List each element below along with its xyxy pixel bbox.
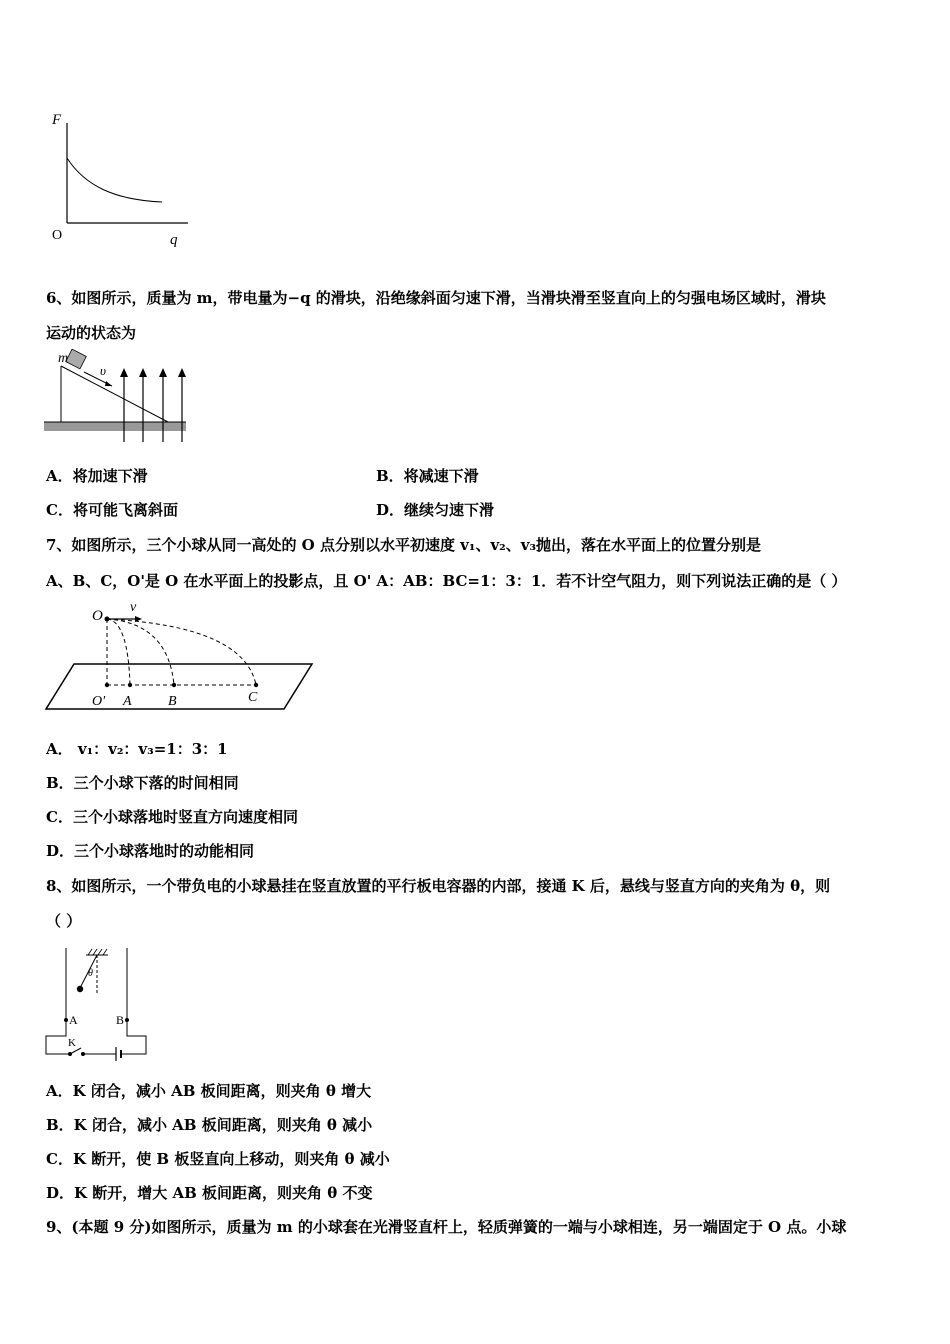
velocity-label: υ xyxy=(100,363,106,378)
mass-label: m xyxy=(58,351,69,366)
point-a-label: A xyxy=(123,694,132,709)
q8-stem-line2: （ ） xyxy=(46,912,82,930)
axis-y-label: F xyxy=(52,112,62,128)
point-c-label: C xyxy=(248,690,258,705)
axis-x-label: q xyxy=(170,232,178,248)
q7-option-d: D．三个小球落地时的动能相同 xyxy=(46,842,255,860)
plate-a-label: A xyxy=(69,1013,78,1027)
plate-b-label: B xyxy=(116,1013,125,1027)
q7-option-b: B．三个小球下落的时间相同 xyxy=(46,774,239,792)
q6-option-a: A．将加速下滑 xyxy=(46,467,148,485)
q6-option-d: D．继续匀速下滑 xyxy=(376,501,495,519)
q6-stem-line1: 6、如图所示，质量为 m，带电量为−q 的滑块，沿绝缘斜面匀速下滑，当滑块滑至竖直向上的匀强电场区域时，滑块 xyxy=(46,289,826,307)
q9-stem-line1: 9、(本题 9 分)如图所示，质量为 m 的小球套在光滑竖直杆上，轻质弹簧的一端与小球相连，另一端固定于 O 点。小球 xyxy=(46,1218,847,1236)
theta-label: θ xyxy=(88,968,93,979)
q7-stem-line2: A、B、C，O'是 O 在水平面上的投影点，且 O' A：AB：BC=1：3：1．若不计空气阻力，则下列说法正确的是（ ） xyxy=(46,572,847,590)
q8-capacitor-figure xyxy=(42,944,154,1062)
q6-option-c: C．将可能飞离斜面 xyxy=(46,501,178,519)
q8-option-a: A．K 闭合，减小 AB 板间距离，则夹角 θ 增大 xyxy=(46,1082,372,1100)
point-o-label: O xyxy=(92,608,103,624)
origin-label: O xyxy=(52,228,63,243)
point-b-label: B xyxy=(168,694,177,709)
velocity-label: v xyxy=(130,600,137,615)
q7-stem-line1: 7、如图所示，三个小球从同一高处的 O 点分别以水平初速度 v₁、v₂、v₃抛出，落在水平面上的位置分别是 xyxy=(46,536,762,554)
point-o-prime-label: O' xyxy=(92,694,106,709)
q7-option-c: C．三个小球落地时竖直方向速度相同 xyxy=(46,808,298,826)
q8-option-b: B．K 闭合，减小 AB 板间距离，则夹角 θ 减小 xyxy=(46,1116,373,1134)
q6-incline-figure xyxy=(44,348,189,444)
q7-option-a: A． v₁：v₂：v₃=1：3：1 xyxy=(46,740,228,758)
q6-option-b: B．将减速下滑 xyxy=(376,467,479,485)
f-q-graph xyxy=(40,108,200,253)
q7-projectile-figure xyxy=(44,598,316,714)
q6-stem-line2: 运动的状态为 xyxy=(46,324,137,342)
switch-k-label: K xyxy=(68,1037,76,1049)
q8-stem-line1: 8、如图所示，一个带负电的小球悬挂在竖直放置的平行板电容器的内部，接通 K 后，悬线与竖直方向的夹角为 θ，则 xyxy=(46,877,831,895)
q8-option-d: D．K 断开，增大 AB 板间距离，则夹角 θ 不变 xyxy=(46,1184,373,1202)
q8-option-c: C．K 断开，使 B 板竖直向上移动，则夹角 θ 减小 xyxy=(46,1150,390,1168)
